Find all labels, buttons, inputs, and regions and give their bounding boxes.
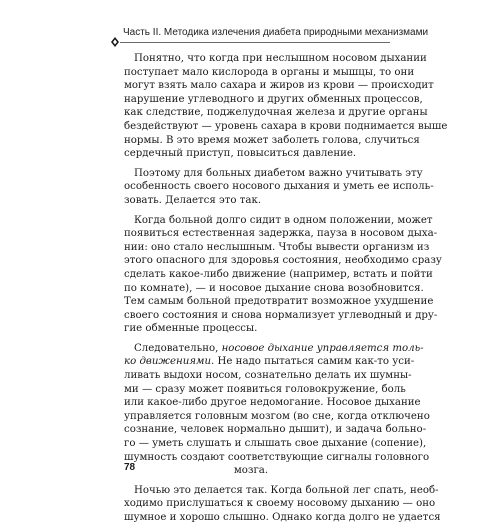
text-line: нии: оно стало неслышным. Чтобы вывести организм из <box>124 241 430 253</box>
paragraph <box>124 167 434 208</box>
paragraph <box>124 214 442 336</box>
text-line: ми — сразу может появиться головокружение, боль <box>124 383 406 395</box>
italic-run: носовое дыхание управляется толь- <box>221 342 424 354</box>
text-line: особенность своего носового дыхания и уметь ее исполь- <box>124 181 434 193</box>
text-line: сознание, человек нормально дышит), и задача больно- <box>124 424 427 436</box>
text-line-emphasis <box>124 355 415 369</box>
text-line: по комнате), — и носовое дыхание снова возобновится. <box>124 282 424 294</box>
header-rule <box>120 42 390 43</box>
paragraph <box>124 342 430 478</box>
text-line: ливать выдохи носом, сознательно делать их шумны- <box>124 370 412 382</box>
text-run: . Не надо пытаться самим как-то уси- <box>211 356 415 368</box>
text-line: появиться естественная задержка, пауза в носовом дыха- <box>124 228 438 240</box>
text-line: Понятно, что когда при неслышном носовом дыхании <box>134 53 427 64</box>
text-line: мозга. <box>233 465 269 477</box>
text-line: или какое-либо другое недомогание. Носовое дыхание <box>124 397 421 409</box>
text-line: го — уметь слушать и слышать свое дыхание (сопение), <box>124 438 427 450</box>
header-ornament-icon <box>111 37 119 47</box>
text-line: поступает мало кислорода в органы и мышцы, то они <box>124 66 415 78</box>
running-header: Часть II. Методика излечения диабета природными механизмами <box>123 27 429 38</box>
text-run: Следовательно, <box>134 342 222 354</box>
text-line: могут взять мало сахара и жиров из крови — происходит <box>124 80 434 92</box>
text-line-emphasis <box>124 342 424 356</box>
paragraph <box>124 484 441 525</box>
text-line: шумное и хорошо слышно. Однако когда долго не удается <box>124 512 441 523</box>
text-line: нормы. В это время может заболеть голова, случиться <box>124 134 420 146</box>
text-line: Ночью это делается так. Когда больной лег спать, необ- <box>134 484 439 496</box>
page-number: 78 <box>124 462 136 473</box>
text-line: нарушение углеводного и других обменных процессов, <box>124 93 423 105</box>
text-line: этого опасного для здоровья состояния, необходимо сразу <box>124 255 442 267</box>
text-line: зовать. Делается это так. <box>124 194 262 206</box>
paragraph <box>124 52 448 161</box>
text-line: своего состояния и снова нормализует углеводный и дру- <box>124 309 438 321</box>
text-line: сделать какое-либо движение (например, встать и пойти <box>124 268 433 280</box>
italic-run: ко движениями <box>124 356 212 368</box>
text-line: как следствие, поджелудочная железа и другие органы <box>124 107 428 119</box>
text-line: Когда больной долго сидит в одном положении, может <box>134 214 433 226</box>
text-line: сердечный приступ, повыситься давление. <box>124 148 357 160</box>
text-line: управляется головным мозгом (во сне, когда отключено <box>124 410 430 422</box>
text-line: гие обменные процессы. <box>124 323 258 335</box>
text-line: Тем самым больной предотвратит возможное ухудшение <box>124 296 434 308</box>
text-line: ходимо прислушаться к своему носовому дыханию — оно <box>124 498 436 510</box>
body-text <box>124 52 448 525</box>
text-line: шумность создают соответствующие сигналы головного <box>124 451 430 463</box>
text-line: бездействуют — уровень сахара в крови поднимается выше <box>124 120 448 132</box>
text-line: Поэтому для больных диабетом важно учитывать эту <box>134 167 423 179</box>
